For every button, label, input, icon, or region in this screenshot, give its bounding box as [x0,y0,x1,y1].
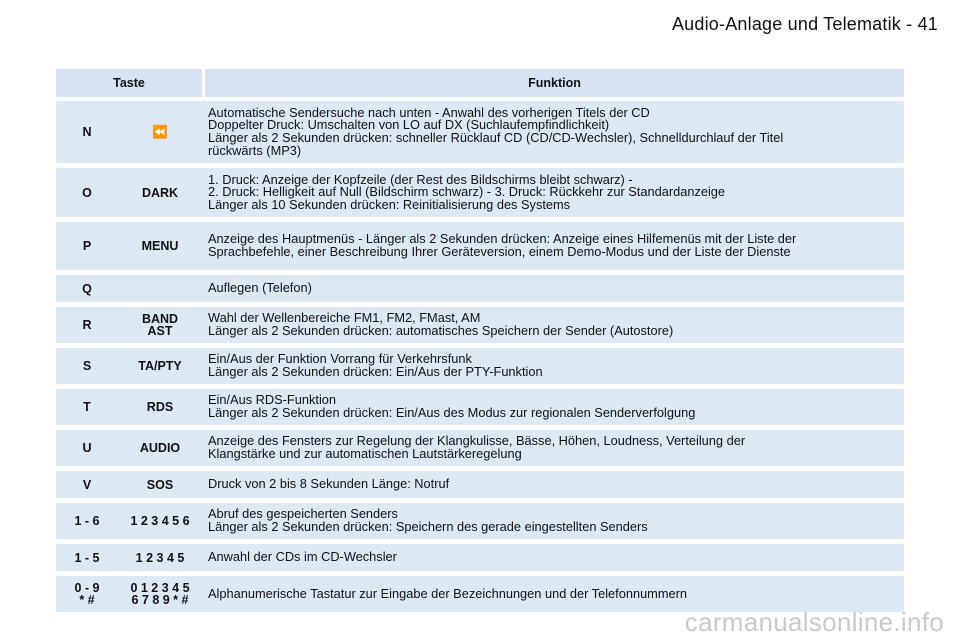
function-line: Länger als 10 Sekunden drücken: Reinitialisierung des Systems [208,196,571,212]
page-title: Audio-Anlage und Telematik - 41 [671,14,938,34]
function-line: Länger als 2 Sekunden drücken: Speichern des gerade eingestellten Senders [208,519,648,534]
function-description [205,471,904,498]
table-row [56,168,904,217]
table-row [56,471,904,498]
table-row [56,544,904,571]
rewind-icon: ⏪ [152,125,168,139]
key-letter: Q [82,281,92,296]
key-label [118,275,202,302]
function-description [205,544,904,571]
table-row [56,348,904,384]
function-line: Anzeige des Hauptmenüs - Länger als 2 Sekunden drücken: Anzeige eines Hilfemenüs mit der Liste der [208,231,797,247]
key-letter: P [82,239,92,253]
key-function-table [56,69,904,617]
key-label: 1 2 3 4 5 [135,550,185,565]
key-letter: 1 - 5 [74,550,100,565]
table-row [56,101,904,163]
key-letter: U [82,441,92,455]
key-label: SOS [146,477,174,492]
function-line: Anzeige des Fensters zur Regelung der Klangkulisse, Bässe, Höhen, Loudness, Verteilung der [208,433,746,449]
function-line: Länger als 2 Sekunden drücken: automatisches Speichern der Sender (Autostore) [208,323,674,338]
function-line: Sprachbefehle, einer Beschreibung Ihrer Geräteversion, einem Demo-Modus und der Liste der Dienste [208,244,791,259]
watermark-text: carmanualsonline.info [684,607,944,637]
function-line: Abruf des gespeicherten Senders [208,506,398,522]
function-description [205,275,904,302]
function-line: Druck von 2 bis 8 Sekunden Länge: Notruf [208,476,450,492]
function-description [205,348,904,384]
key-letter: V [82,477,92,492]
function-line: Anwahl der CDs im CD-Wechsler [208,549,397,565]
function-line: 1. Druck: Anzeige der Kopfzeile (der Rest des Bildschirms bleibt schwarz) - [208,171,633,187]
table-header-row [56,69,904,97]
key-letter: S [82,359,92,373]
key-label: MENU [141,239,179,253]
function-line: Alphanumerische Tastatur zur Eingabe der Bezeichnungen und der Telefonnummern [208,585,688,601]
key-label: BAND AST [141,312,179,338]
table-body [56,101,904,612]
function-line: Doppelter Druck: Umschalten von LO auf DX (Suchlaufempfindlichkeit) [208,117,610,133]
function-description [205,389,904,425]
function-line: Länger als 2 Sekunden drücken: Ein/Aus der PTY-Funktion [208,364,543,379]
function-description [205,168,904,217]
function-line: Länger als 2 Sekunden drücken: Ein/Aus des Modus zur regionalen Senderverfolgung [208,405,696,420]
function-description [205,101,904,163]
key-letter: R [82,318,92,332]
key-letter: 1 - 6 [74,514,100,528]
key-letter: T [83,400,91,414]
key-letter: N [82,125,92,139]
column-header-key: Taste [56,69,202,97]
column-header-function: Funktion [205,69,904,97]
table-row [56,307,904,343]
function-line: Klangstärke und zur automatischen Lautstärkeregelung [208,446,522,461]
function-line: Länger als 2 Sekunden drücken: schneller Rücklauf CD (CD/CD-Wechsler), Schnelldurchlauf der Titel [208,130,784,145]
function-line: 2. Druck: Helligkeit auf Null (Bildschirm schwarz) - 3. Druck: Rückkehr zur Standardanzeige [208,184,726,200]
function-line: Auflegen (Telefon) [208,280,312,296]
function-line: Automatische Sendersuche nach unten - Anwahl des vorherigen Titels der CD [208,104,650,120]
key-label: 0 1 2 3 4 5 6 7 8 9 * # [130,581,190,607]
table-row [56,275,904,302]
function-description [205,430,904,466]
function-description [205,307,904,343]
key-label: AUDIO [139,441,181,455]
key-letter: O [82,185,92,200]
key-letter: 0 - 9 * # [74,581,100,607]
function-line: rückwärts (MP3) [208,142,302,158]
key-label: DARK [141,185,179,200]
function-description [205,222,904,270]
function-line: Wahl der Wellenbereiche FM1, FM2, FMast, AM [208,310,481,326]
key-label: TA/PTY [138,359,182,373]
function-line: Ein/Aus der Funktion Vorrang für Verkehrsfunk [208,351,472,367]
key-label: 1 2 3 4 5 6 [130,514,190,528]
function-line: Ein/Aus RDS-Funktion [208,392,337,408]
function-description [205,503,904,539]
table-row [56,430,904,466]
table-row [56,222,904,270]
table-row [56,503,904,539]
table-row [56,389,904,425]
key-label: RDS [146,400,174,414]
